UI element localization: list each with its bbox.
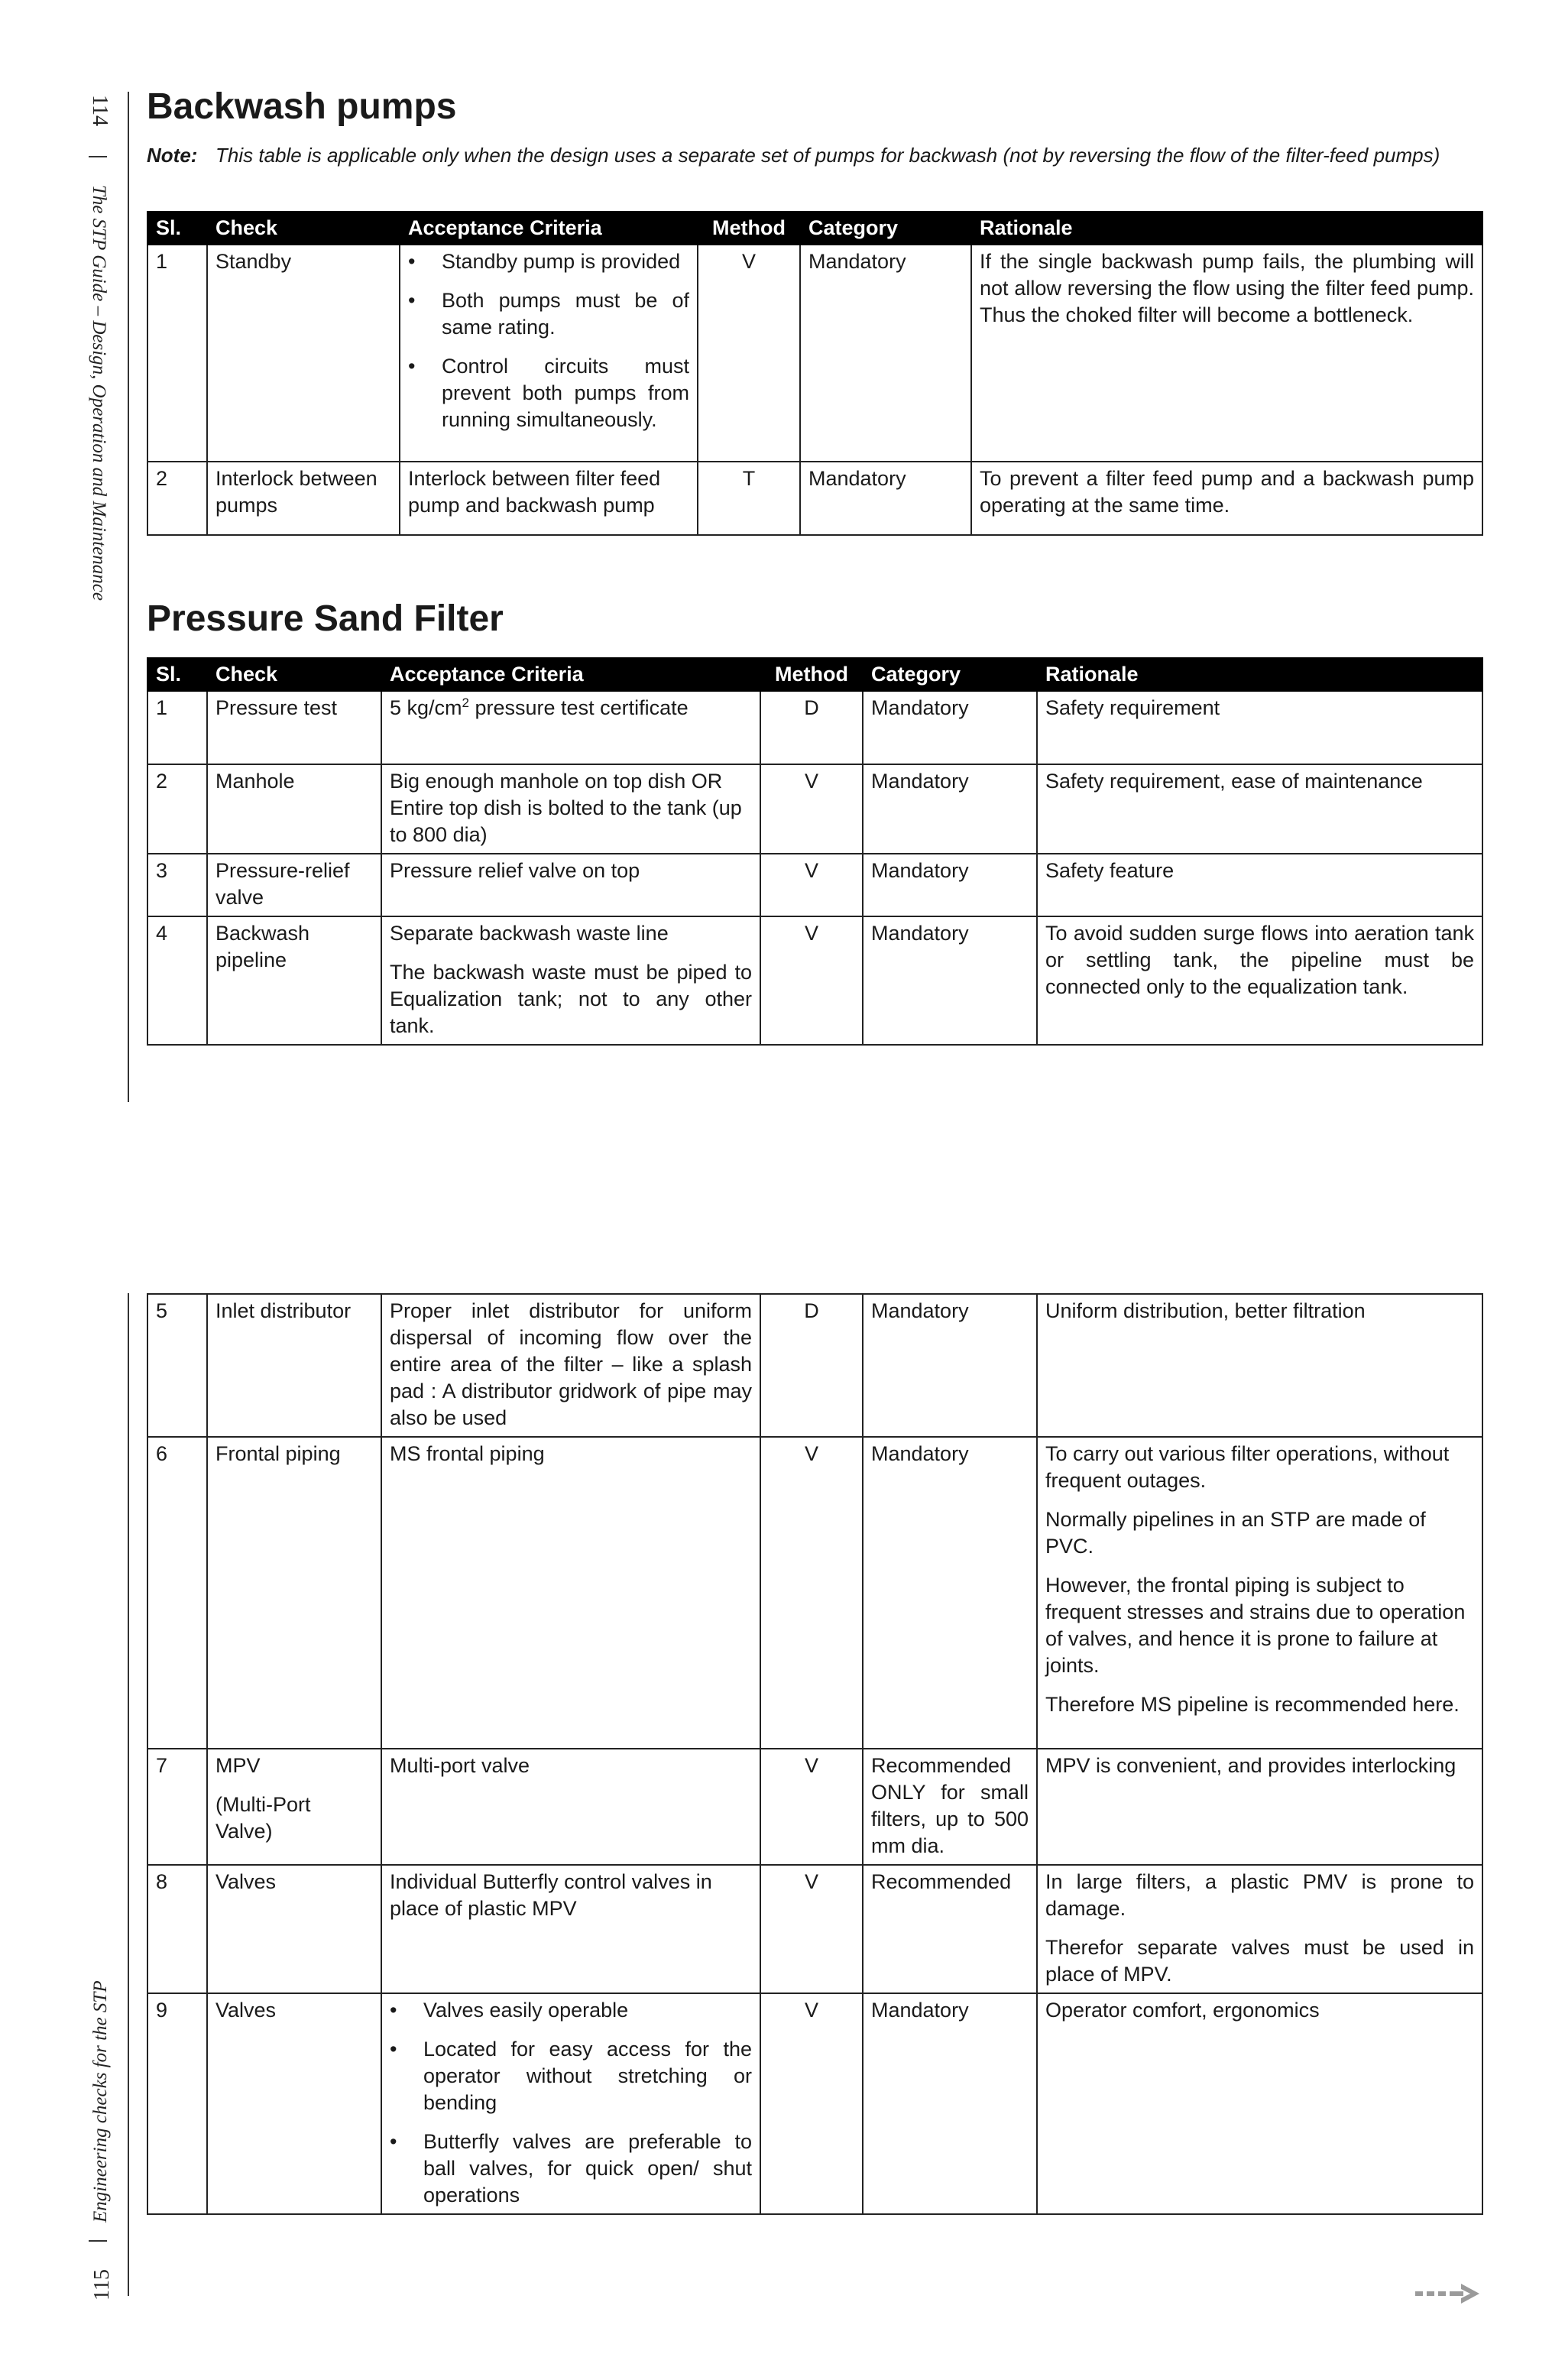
cell-category: Recommended: [863, 1865, 1037, 1993]
cell-sl: 4: [147, 916, 207, 1045]
cell-criteria: Proper inlet distributor for uniform dispersal of incoming flow over the entire area of the filter – like a splash pad : A distributor gridwork of pipe may also be used: [381, 1294, 760, 1437]
cell-method: V: [760, 1437, 863, 1749]
criteria-bullet: • Located for easy access for the operator without stretching or bending: [390, 2036, 752, 2116]
col-header-method: Method: [760, 658, 863, 691]
col-header-sl: Sl.: [147, 212, 207, 245]
backwash-note: [147, 142, 1480, 169]
section-title-backwash: Backwash pumps: [147, 86, 457, 127]
rationale-para: However, the frontal piping is subject to frequent stresses and strains due to operation of valves, and hence it is prone to failure at joints.: [1045, 1574, 1466, 1677]
criteria-rest: pressure test certificate: [469, 696, 689, 719]
cell-check: Pressure test: [207, 691, 381, 764]
cell-criteria: Individual Butterfly control valves in place of plastic MPV: [381, 1865, 760, 1993]
criteria-unit: 5 kg/cm: [390, 696, 462, 719]
table-row: [147, 1865, 1482, 1993]
page-number-left: 114: [88, 95, 112, 126]
cell-criteria: MS frontal piping: [381, 1437, 760, 1749]
cell-rationale: MPV is convenient, and provides interlocking: [1037, 1749, 1482, 1865]
criteria-para: Separate backwash waste line: [390, 922, 669, 945]
cell-method: D: [760, 1294, 863, 1437]
note-label: Note:: [147, 144, 198, 167]
cell-sl: 2: [147, 764, 207, 854]
cell-category: Mandatory: [863, 1294, 1037, 1437]
table-row: [147, 691, 1482, 764]
backwash-table: [147, 211, 1483, 536]
cell-sl: 6: [147, 1437, 207, 1749]
col-header-criteria: Acceptance Criteria: [381, 658, 760, 691]
cell-rationale: Safety requirement: [1037, 691, 1482, 764]
table-row: [147, 1993, 1482, 2214]
criteria-bullet: • Both pumps must be of same rating.: [408, 287, 689, 341]
check-para: (Multi-Port Valve): [215, 1793, 311, 1843]
cell-criteria: [381, 916, 760, 1045]
table-row: [147, 1437, 1482, 1749]
rationale-para: Therefor separate valves must be used in place of MPV.: [1045, 1936, 1474, 1986]
cell-category: Mandatory: [863, 764, 1037, 854]
cell-check: Backwash pipeline: [207, 916, 381, 1045]
cell-sl: 2: [147, 462, 207, 535]
table-row: [147, 1294, 1482, 1437]
psf-table-part1: [147, 657, 1483, 1046]
cell-method: T: [698, 462, 800, 535]
cell-rationale: [1037, 1865, 1482, 1993]
cell-sl: 1: [147, 691, 207, 764]
rationale-para: Normally pipelines in an STP are made of PVC.: [1045, 1508, 1426, 1558]
table-header-row: [147, 212, 1482, 245]
cell-sl: 3: [147, 854, 207, 916]
rationale-para: Therefore MS pipeline is recommended here.: [1045, 1693, 1460, 1716]
cell-sl: 1: [147, 245, 207, 462]
cell-sl: 5: [147, 1294, 207, 1437]
cell-method: V: [760, 1993, 863, 2214]
criteria-bullet: • Butterfly valves are preferable to ball valves, for quick open/ shut operations: [390, 2129, 752, 2209]
criteria-para: The backwash waste must be piped to Equalization tank; not to any other tank.: [390, 961, 752, 1037]
cell-method: V: [760, 916, 863, 1045]
cell-check: [207, 1749, 381, 1865]
col-header-category: Category: [800, 212, 971, 245]
cell-rationale: Safety requirement, ease of maintenance: [1037, 764, 1482, 854]
table-row: [147, 854, 1482, 916]
cell-method: V: [698, 245, 800, 462]
cell-category: Mandatory: [863, 916, 1037, 1045]
cell-rationale: To prevent a filter feed pump and a backwash pump operating at the same time.: [971, 462, 1482, 535]
col-header-rationale: Rationale: [971, 212, 1482, 245]
cell-check: Frontal piping: [207, 1437, 381, 1749]
cell-sl: 8: [147, 1865, 207, 1993]
col-header-method: Method: [698, 212, 800, 245]
page-number-divider: [89, 156, 107, 157]
criteria-bullet: • Control circuits must prevent both pumps from running simultaneously.: [408, 353, 689, 433]
cell-sl: 9: [147, 1993, 207, 2214]
cell-category: Mandatory: [863, 1993, 1037, 2214]
cell-criteria: Multi-port valve: [381, 1749, 760, 1865]
table-row: [147, 764, 1482, 854]
cell-category: Recommended ONLY for small filters, up to 500 mm dia.: [863, 1749, 1037, 1865]
psf-table-part2: [147, 1293, 1483, 2215]
cell-category: Mandatory: [863, 691, 1037, 764]
table-row: [147, 245, 1482, 462]
cell-rationale: If the single backwash pump fails, the plumbing will not allow reversing the flow using the filter feed pump. Thus the choked filter will become a bottleneck.: [971, 245, 1482, 462]
cell-check: Valves: [207, 1865, 381, 1993]
criteria-bullet: • Valves easily operable: [390, 1997, 752, 2024]
cell-category: Mandatory: [863, 854, 1037, 916]
cell-method: V: [760, 764, 863, 854]
page-number-right: 115: [90, 2269, 114, 2301]
col-header-rationale: Rationale: [1037, 658, 1482, 691]
col-header-check: Check: [207, 658, 381, 691]
table-row: [147, 1749, 1482, 1865]
cell-category: Mandatory: [800, 245, 971, 462]
cell-sl: 7: [147, 1749, 207, 1865]
cell-category: Mandatory: [863, 1437, 1037, 1749]
cell-check: Pressure-relief valve: [207, 854, 381, 916]
table-header-row: [147, 658, 1482, 691]
col-header-check: Check: [207, 212, 400, 245]
running-title-left: The STP Guide – Design, Operation and Maintenance: [89, 185, 109, 601]
cell-method: V: [760, 1749, 863, 1865]
cell-check: Standby: [207, 245, 400, 462]
col-header-sl: Sl.: [147, 658, 207, 691]
page-number-divider: [89, 2240, 107, 2242]
cell-rationale: [1037, 1437, 1482, 1749]
check-para: MPV: [215, 1754, 261, 1777]
criteria-bullet: • Standby pump is provided: [408, 248, 689, 275]
note-text: This table is applicable only when the design uses a separate set of pumps for backwash (not by reversing the flow of the filter-feed pumps): [215, 144, 1440, 167]
cell-check: Inlet distributor: [207, 1294, 381, 1437]
col-header-criteria: Acceptance Criteria: [400, 212, 698, 245]
cell-check: Manhole: [207, 764, 381, 854]
table-row: [147, 916, 1482, 1045]
cell-criteria: Big enough manhole on top dish OR Entire top dish is bolted to the tank (up to 800 dia): [381, 764, 760, 854]
cell-method: V: [760, 854, 863, 916]
col-header-category: Category: [863, 658, 1037, 691]
cell-method: V: [760, 1865, 863, 1993]
cell-criteria: [381, 1993, 760, 2214]
cell-criteria: Pressure relief valve on top: [381, 854, 760, 916]
cell-criteria: Interlock between filter feed pump and backwash pump: [400, 462, 698, 535]
rationale-para: To carry out various filter operations, without frequent outages.: [1045, 1442, 1450, 1492]
cell-rationale: Uniform distribution, better filtration: [1037, 1294, 1482, 1437]
cell-rationale: Operator comfort, ergonomics: [1037, 1993, 1482, 2214]
cell-check: Interlock between pumps: [207, 462, 400, 535]
cell-rationale: Safety feature: [1037, 854, 1482, 916]
cell-category: Mandatory: [800, 462, 971, 535]
cell-check: Valves: [207, 1993, 381, 2214]
cell-criteria: [381, 691, 760, 764]
cell-method: D: [760, 691, 863, 764]
rationale-para: In large filters, a plastic PMV is prone to damage.: [1045, 1870, 1474, 1920]
criteria-superscript: 2: [462, 696, 469, 710]
right-margin-rule: [128, 1293, 129, 2296]
cell-criteria: [400, 245, 698, 462]
table-row: [147, 462, 1482, 535]
dashed-arrow-right-icon: [1415, 2282, 1484, 2305]
cell-rationale: To avoid sudden surge flows into aeration tank or settling tank, the pipeline must be connected only to the equalization tank.: [1037, 916, 1482, 1045]
left-margin-rule: [128, 92, 129, 1102]
section-title-psf: Pressure Sand Filter: [147, 598, 504, 639]
running-title-right: Engineering checks for the STP: [90, 1980, 111, 2223]
